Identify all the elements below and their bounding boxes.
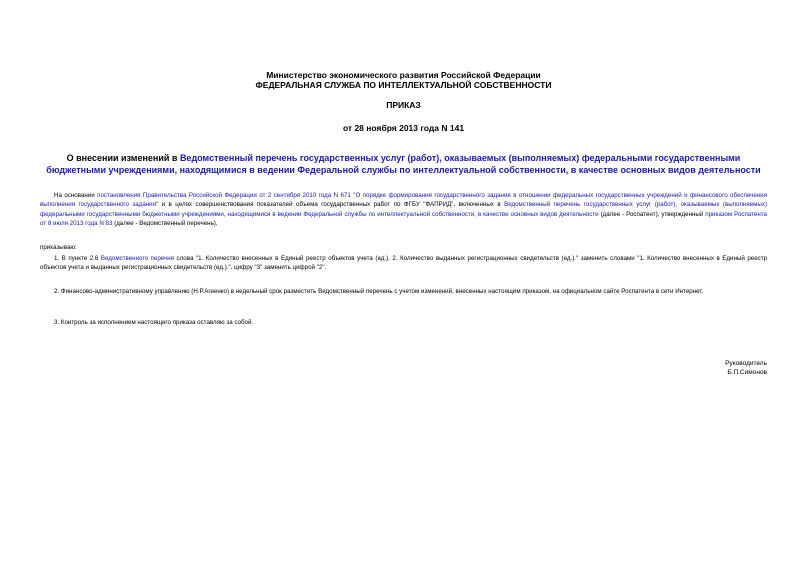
date-number-heading: от 28 ноября 2013 года N 141 — [342, 123, 465, 133]
basis-text-1: На основании — [54, 192, 98, 199]
government-decree-link[interactable]: постановления Правительства Российской Федерации от 2 сентября 2010 года N 671 "О порядке формирования государственного задания в отношении федеральных государственных учреждений и финансового обеспечения выполнения государственного задания" — [40, 192, 767, 209]
service-heading: ФЕДЕРАЛЬНАЯ СЛУЖБА ПО ИНТЕЛЛЕКТУАЛЬНОЙ СОБСТВЕННОСТИ — [255, 80, 552, 90]
signature-name: Б.П.Симонов — [727, 369, 767, 376]
document-title — [40, 152, 767, 176]
document-type-heading: ПРИКАЗ — [386, 100, 421, 110]
basis-text-3: (далее - Роспатент), утвержденный — [598, 210, 706, 218]
departmental-list-link[interactable]: Ведомственный перечень государственных услуг (работ), оказываемых (выполняемых) федеральными государственными бюджетными учреждениями, находящимися в ведении Федеральной службы по интеллектуальной собственности, в качестве основных видов деятельности — [40, 201, 768, 218]
order-item-2: 2. Финансово-административному управлению (Н.Р.Агеенко) в недельный срок разместить Ведомственный перечень с учетом изменений, внесенных настоящим приказом, на официальном сайте Роспатента в сети Интернет. — [54, 288, 704, 295]
basis-text-4: (далее - Ведомственный перечень), — [112, 219, 218, 227]
signature-role: Руководитель — [725, 360, 767, 367]
order-word: приказываю: — [40, 244, 77, 251]
departmental-list-short-link[interactable]: Ведомственного перечня — [100, 255, 174, 262]
order-item-3: 3. Контроль за исполнением настоящего приказа оставляю за собой. — [54, 319, 254, 326]
title-link[interactable]: Ведомственный перечень государственных услуг (работ), оказываемых (выполняемых) федеральными государственными бюджетными учреждениями, находящимися в ведении Федеральной службы по интеллектуальной собственности, в качестве основных видов деятельности — [46, 153, 761, 175]
rospatent-order-link[interactable]: приказом Роспатента от 8 июля 2013 года N 83 — [40, 210, 767, 227]
basis-text-2: и в целях совершенствования показателей объема государственных работ по ФГБУ "ФАПРИД", включенных в — [158, 201, 505, 209]
basis-paragraph — [40, 191, 767, 228]
ministry-heading: Министерство экономического развития Российской Федерации — [266, 70, 541, 80]
item1-text-2: слова "1. Количество внесенных в Единый реестр объектов учета (ед.). 2. Количество выданных регистрационных свидетельств (ед.)." заменить словами "1. Количество внесенных в Единый реестр объектов учета и выданных регистрационных свидетельств (ед.).", цифру "3" заменить цифрой "2". — [40, 255, 768, 272]
order-item-1 — [40, 254, 767, 273]
item1-text-1: 1. В пункте 2.6 — [54, 255, 101, 262]
title-prefix: О внесении изменений в — [66, 153, 180, 163]
